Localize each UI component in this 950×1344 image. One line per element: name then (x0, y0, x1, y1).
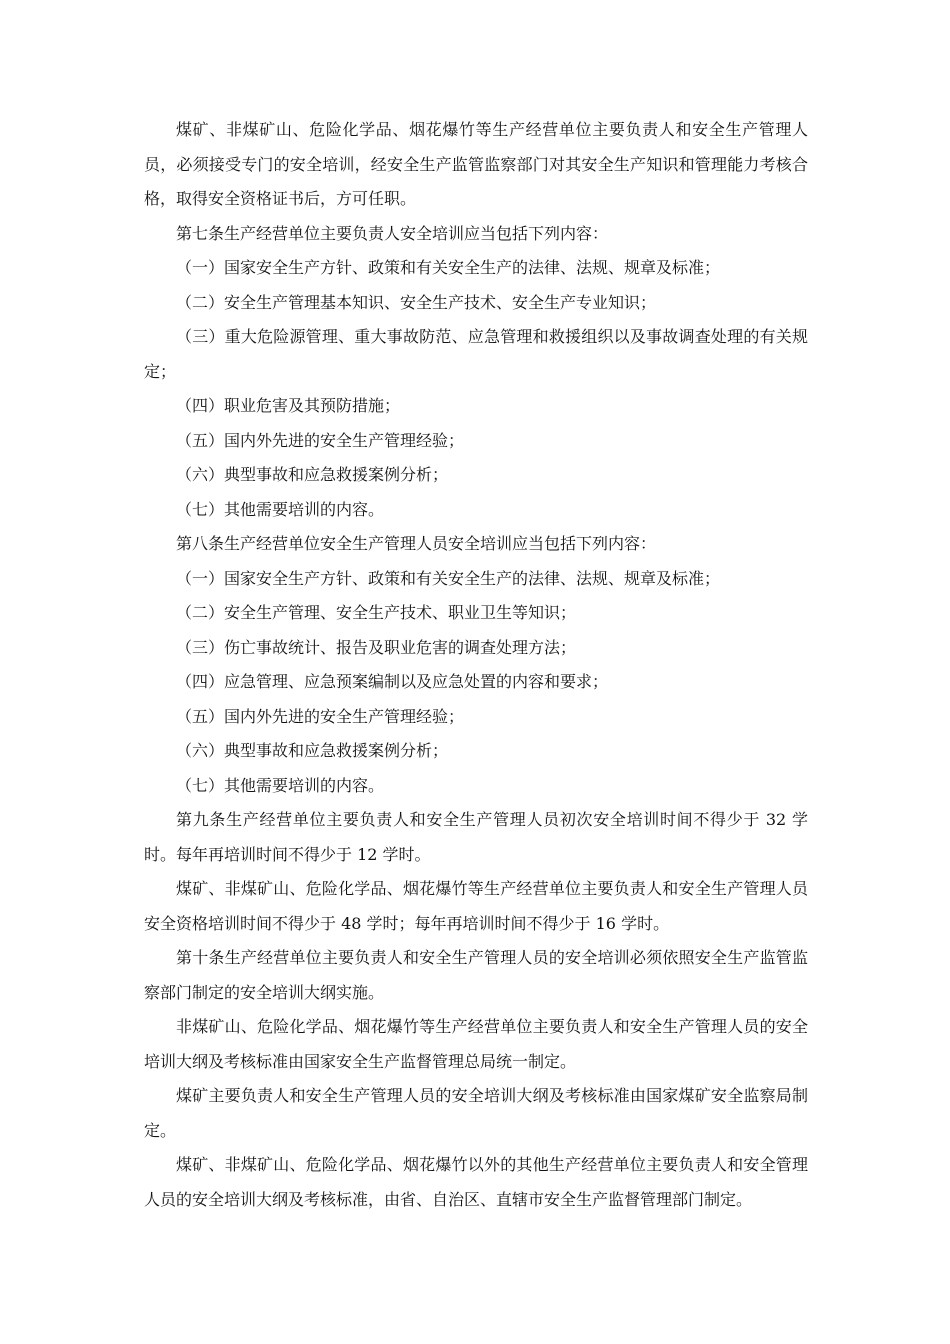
paragraph: （四）应急管理、应急预案编制以及应急处置的内容和要求； (176, 672, 609, 691)
paragraph: 煤矿、非煤矿山、危险化学品、烟花爆竹以外的其他生产经营单位主要负责人和安全管理人员的安全培训大纲及考核标准，由省、自治区、直辖市安全生产监督管理部门制定。 (144, 1155, 808, 1209)
paragraph: （五）国内外先进的安全生产管理经验； (176, 706, 465, 726)
paragraph: （一）国家安全生产方针、政策和有关安全生产的法律、法规、规章及标准； (176, 258, 721, 277)
paragraph: （二）安全生产管理基本知识、安全生产技术、安全生产专业知识； (176, 292, 657, 312)
paragraph: 煤矿主要负责人和安全生产管理人员的安全培训大纲及考核标准由国家煤矿安全监察局制定。 (144, 1086, 808, 1140)
paragraph: （七）其他需要培训的内容。 (176, 775, 385, 795)
paragraph: 非煤矿山、危险化学品、烟花爆竹等生产经营单位主要负责人和安全生产管理人员的安全培训大纲及考核标准由国家安全生产监督管理总局统一制定。 (144, 1017, 808, 1071)
paragraph: （五）国内外先进的安全生产管理经验； (176, 430, 465, 450)
paragraph: 第九条生产经营单位主要负责人和安全生产管理人员初次安全培训时间不得少于 32 学时。每年再培训时间不得少于 12 学时。 (144, 810, 808, 864)
document-page (144, 113, 808, 1217)
paragraph: 第十条生产经营单位主要负责人和安全生产管理人员的安全培训必须依照安全生产监管监察部门制定的安全培训大纲实施。 (144, 948, 808, 1002)
paragraph: （三）重大危险源管理、重大事故防范、应急管理和救援组织以及事故调查处理的有关规定； (144, 327, 808, 381)
paragraph: （六）典型事故和应急救援案例分析； (176, 741, 449, 760)
paragraph: （六）典型事故和应急救援案例分析； (176, 465, 449, 484)
paragraph: 煤矿、非煤矿山、危险化学品、烟花爆竹等生产经营单位主要负责人和安全生产管理人员安全资格培训时间不得少于 48 学时；每年再培训时间不得少于 16 学时。 (144, 879, 808, 933)
paragraph: 第七条生产经营单位主要负责人安全培训应当包括下列内容： (176, 223, 609, 243)
paragraph: 第八条生产经营单位安全生产管理人员安全培训应当包括下列内容： (176, 534, 657, 553)
paragraph: （一）国家安全生产方针、政策和有关安全生产的法律、法规、规章及标准； (176, 568, 721, 588)
paragraph: （三）伤亡事故统计、报告及职业危害的调查处理方法； (176, 637, 577, 657)
paragraph: （二）安全生产管理、安全生产技术、职业卫生等知识； (176, 603, 577, 622)
paragraph: （四）职业危害及其预防措施； (176, 396, 401, 415)
paragraph: （七）其他需要培训的内容。 (176, 499, 385, 519)
paragraph: 煤矿、非煤矿山、危险化学品、烟花爆竹等生产经营单位主要负责人和安全生产管理人员，必须接受专门的安全培训，经安全生产监管监察部门对其安全生产知识和管理能力考核合格，取得安全资格证书后，方可任职。 (144, 120, 808, 208)
